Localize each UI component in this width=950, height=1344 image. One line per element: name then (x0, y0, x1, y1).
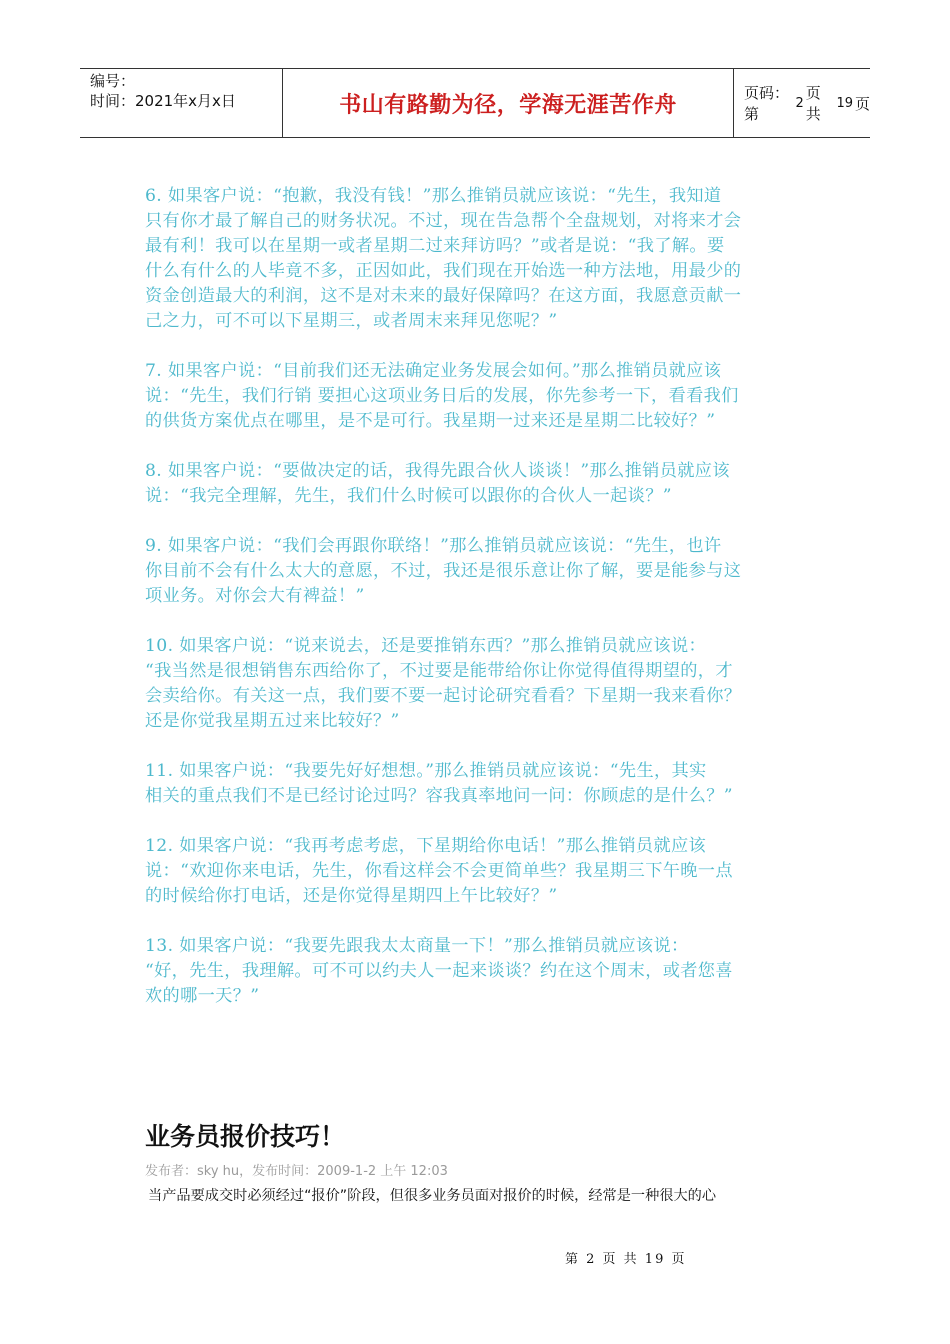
text-line: 的供货方案优点在哪里，是不是可行。我星期一过来还是星期二比较好？” (145, 411, 716, 431)
text-line: 8. 如果客户说：“要做决定的话，我得先跟合伙人谈谈！”那么推销员就应该 (145, 461, 730, 481)
paragraph (145, 834, 810, 909)
text-line: 13. 如果客户说：“我要先跟我太太商量一下！”那么推销员就应该说： (145, 936, 689, 956)
header-page-number (734, 69, 870, 137)
body-paragraphs (145, 184, 810, 1034)
text-line: 说：“我完全理解，先生，我们什么时候可以跟你的合伙人一起谈？” (145, 486, 672, 506)
paragraph (145, 634, 810, 734)
text-line: 说：“欢迎你来电话，先生，你看这样会不会更简单些？我星期三下午晚一点 (145, 861, 733, 881)
page-footer: 第 2 页 共 19 页 (565, 1252, 687, 1267)
text-line: 的时候给你打电话，还是你觉得星期四上午比较好？” (145, 886, 558, 906)
text-line: 资金创造最大的利润，这不是对未来的最好保障吗？在这方面，我愿意贡献一 (145, 286, 742, 306)
text-line: 6. 如果客户说：“抱歉，我没有钱！”那么推销员就应该说：“先生，我知道 (145, 186, 722, 206)
text-line: 什么有什么的人毕竟不多，正因如此，我们现在开始选一种方法地，用最少的 (145, 261, 742, 281)
text-line: 只有你才最了解自己的财务状况。不过，现在告急帮个全盘规划，对将来才会 (145, 211, 742, 231)
paragraph (145, 459, 810, 509)
text-line: “好，先生，我理解。可不可以约夫人一起来谈谈？约在这个周末，或者您喜 (145, 961, 733, 981)
text-line: 己之力，可不可以下星期三，或者周末来拜见您呢？” (145, 311, 558, 331)
text-line: 还是你觉我星期五过来比较好？” (145, 711, 400, 731)
text-line: 12. 如果客户说：“我再考虑考虑，下星期给你电话！”那么推销员就应该 (145, 836, 707, 856)
paragraph (145, 534, 810, 609)
document-number-label: 编号： (90, 72, 136, 90)
text-line: 7. 如果客户说：“目前我们还无法确定业务发展会如何。”那么推销员就应该 (145, 361, 722, 381)
text-line: 项业务。对你会大有裨益！” (145, 586, 365, 606)
text-line: “我当然是很想销售东西给你了，不过要是能带给你让你觉得值得期望的，才 (145, 661, 733, 681)
text-line: 说：“先生，我们行销 要担心这项业务日后的发展，你先参考一下，看看我们 (145, 386, 739, 406)
text-line: 你目前不会有什么太大的意愿，不过，我还是很乐意让你了解，要是能参与这 (145, 561, 742, 581)
page-mid: 页 共 (805, 84, 821, 123)
article-intro: 当产品要成交时必须经过“报价”阶段，但很多业务员面对报价的时候，经常是一种很大的心 (148, 1188, 717, 1204)
page-total: 19 (836, 95, 853, 111)
header-info (80, 69, 282, 137)
text-line: 欢的哪一天？” (145, 986, 260, 1006)
page-end: 页 (854, 94, 870, 113)
text-line: 最有利！我可以在星期一或者星期二过来拜访吗？”或者是说：“我了解。要 (145, 236, 725, 256)
paragraph (145, 359, 810, 434)
text-line: 相关的重点我们不是已经讨论过吗？容我真率地问一问：你顾虑的是什么？” (145, 786, 733, 806)
paragraph (145, 934, 810, 1009)
text-line: 会卖给你。有关这一点，我们要不要一起讨论研究看看？下星期一我来看你？ (145, 686, 742, 706)
article-title: 业务员报价技巧！ (145, 1122, 346, 1151)
text-line: 10. 如果客户说：“说来说去，还是要推销东西？”那么推销员就应该说： (145, 636, 707, 656)
header-motto: 书山有路勤为径，学海无涯苦作舟 (282, 69, 734, 137)
paragraph (145, 184, 810, 334)
page-current: 2 (795, 95, 804, 111)
document-date: 时间：2021年x月x日 (90, 92, 236, 110)
text-line: 11. 如果客户说：“我要先好好想想。”那么推销员就应该说：“先生，其实 (145, 761, 707, 781)
paragraph (145, 759, 810, 809)
page-label: 页码：第 (744, 84, 790, 123)
text-line: 9. 如果客户说：“我们会再跟你联络！”那么推销员就应该说：“先生，也许 (145, 536, 722, 556)
article-meta: 发布者：sky hu，发布时间：2009-1-2 上午 12:03 (145, 1164, 448, 1179)
page-header (80, 68, 870, 138)
